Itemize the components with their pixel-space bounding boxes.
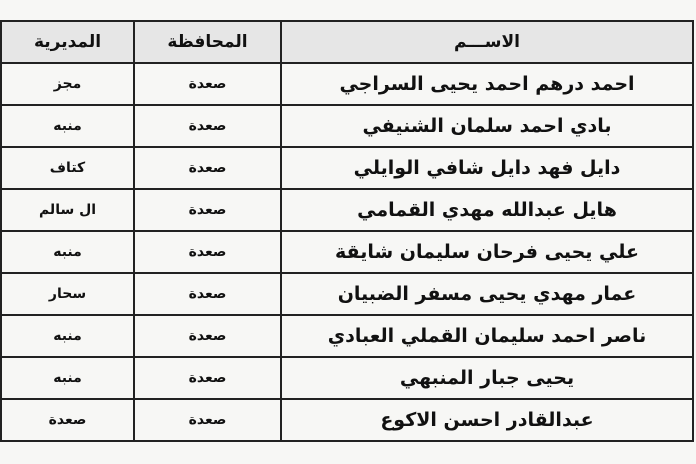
cell-name: عمار مهدي يحيى مسفر الضبيان [281, 273, 693, 315]
cell-name: دايل فهد دايل شافي الوايلي [281, 147, 693, 189]
table-row [0, 357, 693, 399]
edge-cell [0, 357, 1, 399]
cell-district: صعدة [1, 399, 134, 441]
table-header-row [0, 21, 693, 63]
table-row [0, 399, 693, 441]
edge-cell [0, 315, 1, 357]
header-name: الاســـم [281, 21, 693, 63]
cell-governorate: صعدة [134, 315, 281, 357]
cell-governorate: صعدة [134, 105, 281, 147]
edge-cell [0, 273, 1, 315]
cell-name: هايل عبدالله مهدي القمامي [281, 189, 693, 231]
cell-name: احمد درهم احمد يحيى السراجي [281, 63, 693, 105]
cell-district: كتاف [1, 147, 134, 189]
cell-governorate: صعدة [134, 357, 281, 399]
cell-name: عبدالقادر احسن الاكوع [281, 399, 693, 441]
names-table [0, 20, 694, 442]
edge-cell [0, 399, 1, 441]
cell-district: مجز [1, 63, 134, 105]
header-governorate: المحافظة [134, 21, 281, 63]
cell-name: ناصر احمد سليمان القملي العبادي [281, 315, 693, 357]
cell-district: منبه [1, 105, 134, 147]
cell-name: بادي احمد سلمان الشنيفي [281, 105, 693, 147]
cell-governorate: صعدة [134, 63, 281, 105]
edge-cell [0, 231, 1, 273]
edge-cell [0, 105, 1, 147]
cell-name: علي يحيى فرحان سليمان شايقة [281, 231, 693, 273]
cell-district: سحار [1, 273, 134, 315]
cell-governorate: صعدة [134, 147, 281, 189]
cell-governorate: صعدة [134, 231, 281, 273]
header-district: المديرية [1, 21, 134, 63]
cell-district: منبه [1, 357, 134, 399]
cell-governorate: صعدة [134, 273, 281, 315]
edge-cell [0, 63, 1, 105]
edge-cell [0, 189, 1, 231]
edge-cell [0, 147, 1, 189]
cell-district: منبه [1, 315, 134, 357]
table-row [0, 189, 693, 231]
cell-name: يحيى جبار المنبهي [281, 357, 693, 399]
cell-governorate: صعدة [134, 189, 281, 231]
cell-district: ال سالم [1, 189, 134, 231]
cell-governorate: صعدة [134, 399, 281, 441]
table-row [0, 231, 693, 273]
header-edge-cell [0, 21, 1, 63]
table-row [0, 315, 693, 357]
cell-district: منبه [1, 231, 134, 273]
table-row [0, 105, 693, 147]
table-row [0, 147, 693, 189]
table-row [0, 273, 693, 315]
table-row [0, 63, 693, 105]
